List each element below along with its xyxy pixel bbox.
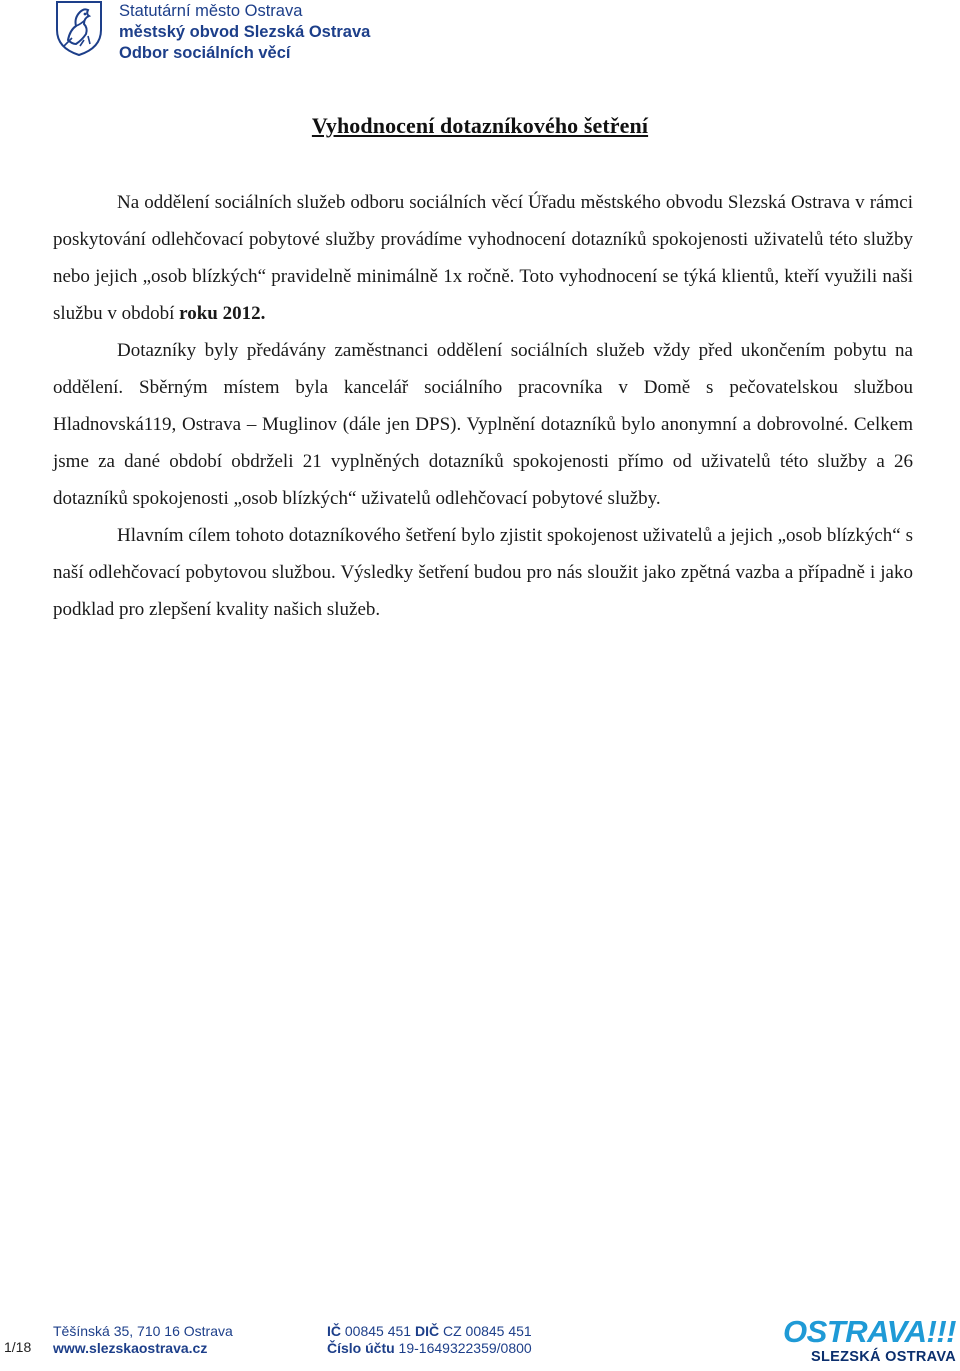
- brand-exclaim: !!!: [926, 1314, 956, 1349]
- account-label: Číslo účtu: [327, 1340, 395, 1356]
- header-district: městský obvod Slezská Ostrava: [119, 23, 371, 41]
- header-department: Odbor sociálních věcí: [119, 44, 291, 62]
- document-title: Vyhodnocení dotazníkového šetření: [311, 113, 649, 138]
- paragraph-collection: Dotazníky byly předávány zaměstnanci oddělení sociálních služeb vždy před ukončením pobytu na oddělení. Sběrným místem byla kancelář sociálního pracovníka v Domě s pečovatelskou službou Hladnovská119, Ostrava – Muglinov (dále jen DPS). Vyplnění dotazníků bylo anonymní a dobrovolné. Celkem jsme za dané období obdrželi 21 vyplněných dotazníků spokojenosti přímo od uživatelů této služby a 26 dotazníků spokojenosti „osob blízkých“ uživatelů odlehčovací pobytové služby.: [53, 340, 913, 509]
- footer-ids: [327, 1323, 532, 1357]
- footer-account: [327, 1340, 532, 1357]
- brand-word: OSTRAVA: [783, 1314, 927, 1349]
- footer-contact: [53, 1323, 233, 1357]
- ic-value: 00845 451: [341, 1323, 415, 1339]
- paragraph-intro-text: Na oddělení sociálních služeb odboru sociálních věcí Úřadu městského obvodu Slezská Ostrava v rámci poskytování odlehčovací pobytové služby provádíme vyhodnocení dotazníků spokojenosti uživatelů této služby nebo jejich „osob blízkých“ pravidelně minimálně 1x ročně. Toto vyhodnocení se týká klientů, kteří využili naši službu v období: [53, 192, 913, 324]
- footer-website-link[interactable]: www.slezskaostrava.cz: [53, 1340, 208, 1356]
- paragraph-goal: Hlavním cílem tohoto dotazníkového šetření bylo zjistit spokojenost uživatelů a jejich „osob blízkých“ s naší odlehčovací pobytovou službou. Výsledky šetření budou pro nás sloužit jako zpětná vazba a případně i jako podklad pro zlepšení kvality našich služeb.: [53, 525, 913, 620]
- brand-subtitle: SLEZSKÁ OSTRAVA: [811, 1349, 956, 1365]
- footer-address: Těšínská 35, 710 16 Ostrava: [53, 1323, 233, 1339]
- authority-header: [119, 1, 370, 64]
- ic-label: IČ: [327, 1323, 341, 1339]
- header-city: Statutární město Ostrava: [119, 2, 303, 20]
- dic-value: CZ 00845 451: [439, 1323, 532, 1339]
- brand-wordmark: [734, 1316, 956, 1348]
- ostrava-brand-logo: [734, 1316, 956, 1370]
- account-value: 19-1649322359/0800: [394, 1340, 532, 1356]
- footer-ic-dic: [327, 1323, 532, 1340]
- document-body: [53, 184, 913, 628]
- page-number: 1/18: [4, 1339, 32, 1355]
- paragraph-intro: [53, 184, 913, 332]
- dic-label: DIČ: [414, 1323, 440, 1339]
- paragraph-intro-year: roku 2012.: [179, 303, 266, 324]
- coat-of-arms-emblem-icon: [54, 0, 104, 56]
